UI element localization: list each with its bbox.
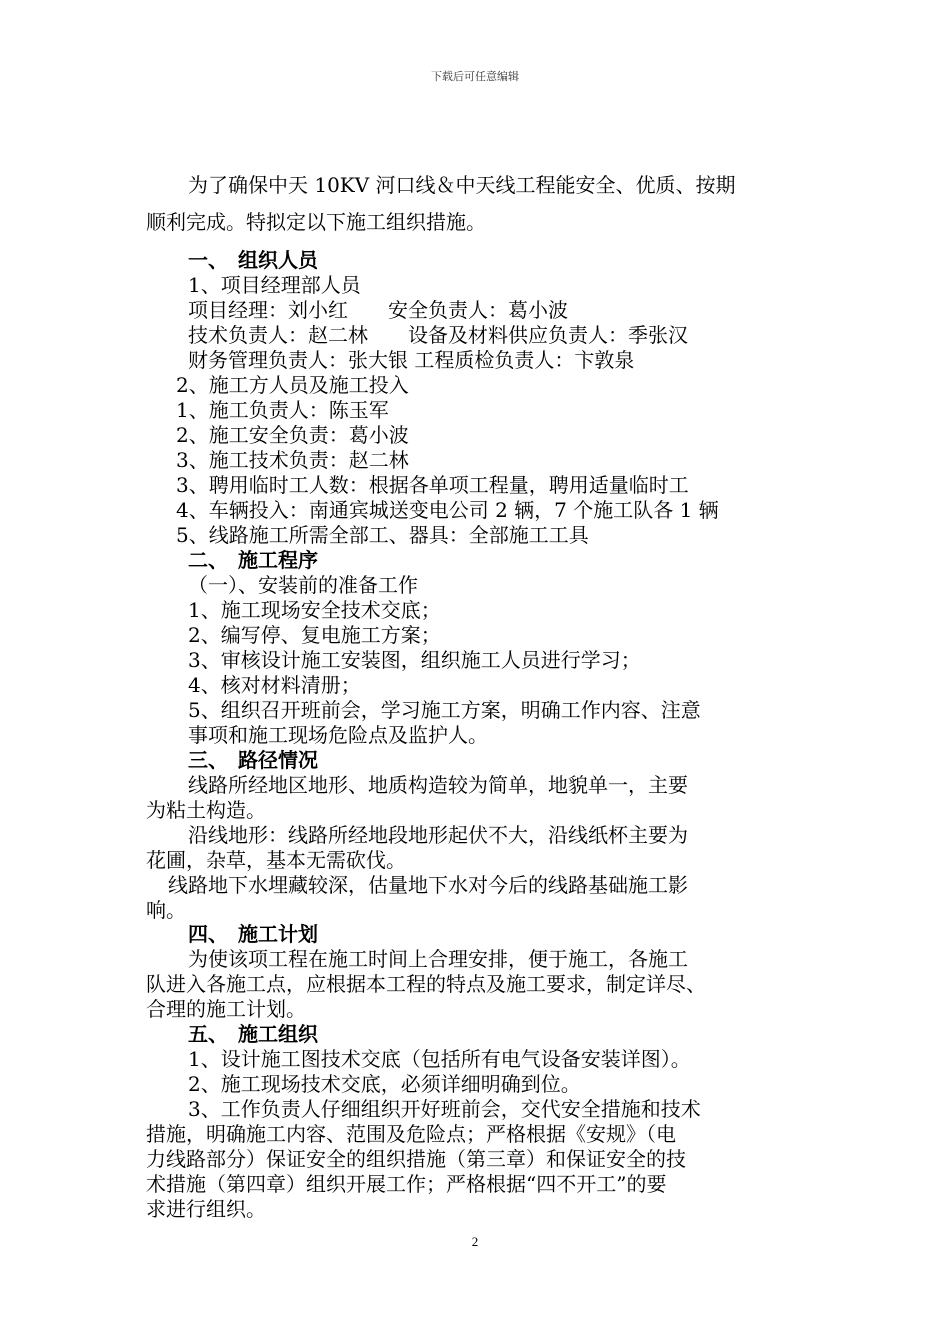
paragraph-line: 2、施工现场技术交底，必须详细明确到位。	[188, 1072, 581, 1096]
paragraph-line: 为粘土构造。	[146, 798, 266, 822]
paragraph-line: 4、车辆投入：南通宾城送变电公司 2 辆，7 个施工队各 1 辆	[176, 498, 719, 522]
section-heading: 二、 施工程序	[188, 548, 318, 572]
paragraph-line: 术措施（第四章）组织开展工作；严格根据“四不开工”的要	[146, 1172, 667, 1196]
paragraph-line: 技术负责人：赵二林 设备及材料供应负责人：季张汉	[188, 323, 688, 347]
paragraph-line: 3、工作负责人仔细组织开好班前会，交代安全措施和技术	[188, 1097, 701, 1121]
paragraph-line: 2、施工方人员及施工投入	[176, 373, 409, 397]
paragraph-line: 1、施工现场安全技术交底；	[188, 598, 441, 622]
paragraph-line: 事项和施工现场危险点及监护人。	[188, 723, 488, 747]
paragraph-line: 5、组织召开班前会，学习施工方案，明确工作内容、注意	[188, 698, 701, 722]
paragraph-line: 花圃，杂草，基本无需砍伐。	[146, 848, 406, 872]
paragraph-line: 队进入各施工点，应根据本工程的特点及施工要求，制定详尽、	[146, 972, 706, 996]
paragraph-line: 顺利完成。特拟定以下施工组织措施。	[146, 210, 486, 234]
paragraph-line: 1、设计施工图技术交底（包括所有电气设备安装详图）。	[188, 1047, 691, 1071]
section-heading: 四、 施工计划	[188, 922, 318, 946]
paragraph-line: 3、审核设计施工安装图，组织施工人员进行学习；	[188, 648, 641, 672]
section-heading: 三、 路径情况	[188, 748, 318, 772]
page-number: 2	[471, 1234, 479, 1249]
section-heading: 一、 组织人员	[188, 248, 318, 272]
paragraph-line: 沿线地形：线路所经地段地形起伏不大，沿线纸杯主要为	[188, 823, 688, 847]
paragraph-line: 财务管理负责人：张大银 工程质检负责人：卞敦泉	[188, 348, 635, 372]
paragraph-line: 1、施工负责人：陈玉军	[176, 398, 389, 422]
paragraph-line: 力线路部分）保证安全的组织措施（第三章）和保证安全的技	[146, 1147, 686, 1171]
paragraph-line: 项目经理：刘小红 安全负责人：葛小波	[188, 298, 568, 322]
paragraph-line: 合理的施工计划。	[146, 997, 306, 1021]
paragraph-line: 2、编写停、复电施工方案；	[188, 623, 441, 647]
paragraph-line: 求进行组织。	[146, 1197, 266, 1221]
paragraph-line: 2、施工安全负责：葛小波	[176, 423, 409, 447]
paragraph-line: 措施，明确施工内容、范围及危险点；严格根据《安规》（电	[146, 1122, 676, 1146]
paragraph-line: 线路地下水埋藏较深，估量地下水对今后的线路基础施工影	[168, 873, 688, 897]
paragraph-line: 1、项目经理部人员	[188, 273, 361, 297]
paragraph-line: 为使该项工程在施工时间上合理安排，便于施工，各施工	[188, 947, 688, 971]
paragraph-line: 为了确保中天 10KV 河口线＆中天线工程能安全、优质、按期	[188, 173, 736, 197]
paragraph-line: 响。	[146, 898, 186, 922]
paragraph-line: 4、核对材料清册；	[188, 673, 361, 697]
page-header: 下载后可任意编辑	[431, 70, 519, 83]
paragraph-line: （一）、安装前的准备工作	[188, 573, 418, 597]
section-heading: 五、 施工组织	[188, 1022, 318, 1046]
paragraph-line: 5、线路施工所需全部工、器具：全部施工工具	[176, 523, 589, 547]
paragraph-line: 3、聘用临时工人数：根据各单项工程量，聘用适量临时工	[176, 473, 689, 497]
paragraph-line: 3、施工技术负责：赵二林	[176, 448, 409, 472]
paragraph-line: 线路所经地区地形、地质构造较为简单，地貌单一，主要	[188, 773, 688, 797]
